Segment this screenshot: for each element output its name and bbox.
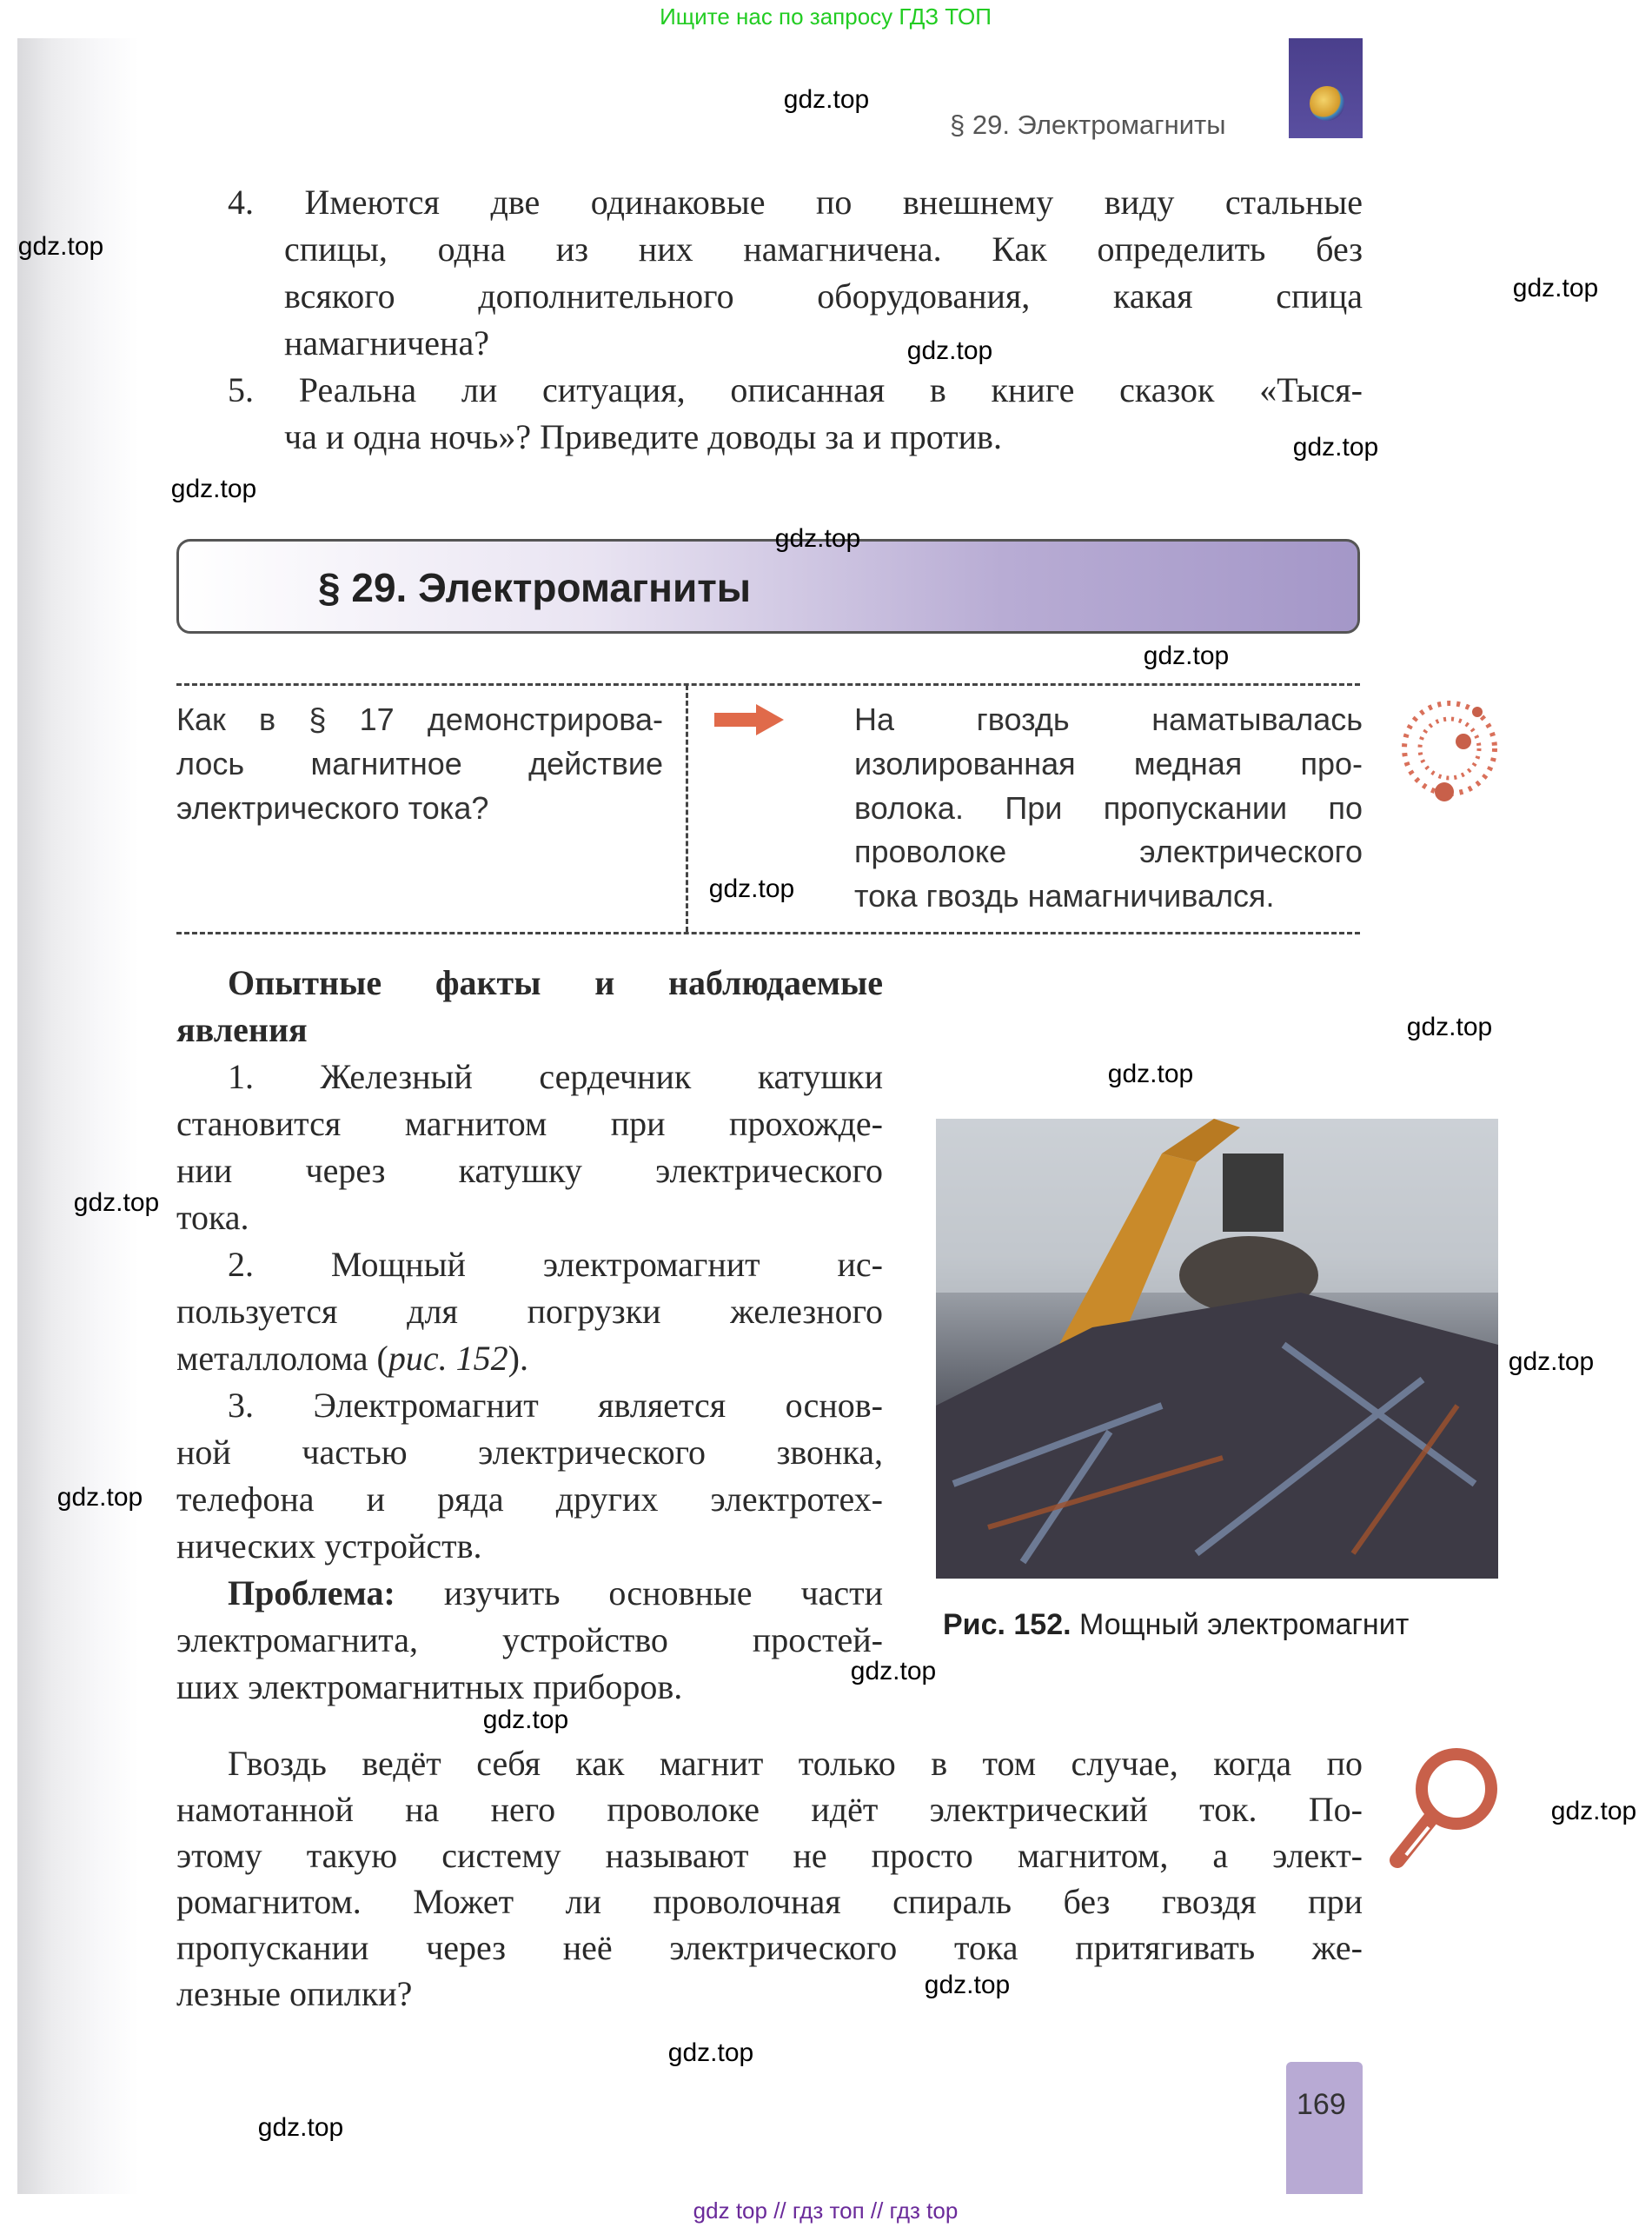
problem-label: Проблема: [228, 1573, 395, 1612]
watermark: gdz.top [1406, 1013, 1493, 1041]
text-line: На гвоздь наматывалась [854, 701, 1363, 737]
figure-152-photo [936, 1119, 1498, 1579]
watermark: gdz.top [1512, 274, 1599, 303]
watermark: gdz.top [1143, 642, 1230, 670]
text-line: становится магнитом при прохожде- [176, 1104, 883, 1143]
text-line: Гвоздь ведёт себя как магнит только в том случае, когда по [228, 1744, 1363, 1783]
text-line: ших электромагнитных приборов. [176, 1667, 683, 1706]
chapter-tab [1289, 38, 1363, 138]
chapter-logo-icon [1310, 86, 1344, 121]
text: ). [508, 1339, 528, 1378]
watermark: gdz.top [774, 524, 861, 553]
question-line: намагничена? [284, 323, 489, 362]
figure-reference: рис. 152 [388, 1339, 508, 1378]
watermark: gdz.top [1107, 1060, 1194, 1088]
paragraph [176, 1740, 1363, 2017]
text-line: изолированная медная про- [854, 745, 1363, 781]
watermark: gdz.top [1550, 1797, 1637, 1825]
text-line: проволоке электрического [854, 834, 1363, 870]
figure-label: Рис. 152. [943, 1608, 1071, 1641]
divider [176, 683, 1360, 686]
watermark: gdz.top [850, 1657, 937, 1685]
text-line: пользуется для погрузки железного [176, 1292, 883, 1331]
question-line: всякого дополнительного оборудования, какая спица [284, 276, 1363, 316]
question-line: ча и одна ночь»? Приведите доводы за и против. [284, 417, 1002, 456]
divider [686, 685, 688, 932]
text-line: намотанной на него проволоке идёт электрический ток. По- [176, 1790, 1363, 1829]
text-line: тока гвоздь намагничивался. [854, 878, 1275, 914]
top-watermark: Ищите нас по запросу ГДЗ ТОП [660, 3, 992, 30]
figure-caption [943, 1608, 1409, 1642]
watermark: gdz.top [73, 1188, 160, 1217]
arrow-right-icon [714, 704, 784, 735]
text: металлолома ( [176, 1339, 388, 1378]
section-title-box [176, 539, 1360, 634]
watermark: gdz.top [708, 874, 795, 903]
atom-recall-icon [1394, 691, 1505, 813]
magnifier-icon [1387, 1744, 1505, 1869]
watermark: gdz.top [56, 1483, 143, 1512]
watermark: gdz.top [906, 336, 993, 365]
watermark: gdz.top [1292, 433, 1379, 462]
text-line: пропускании через неё электрического тока притягивать же- [176, 1928, 1363, 1967]
question-line: 4. Имеются две одинаковые по внешнему виду стальные [228, 183, 1363, 222]
caption-text: Мощный электромагнит [1071, 1608, 1410, 1641]
watermark: gdz.top [482, 1705, 569, 1734]
page-number: 169 [1297, 2088, 1346, 2121]
text: изучить основные части [395, 1573, 883, 1612]
problem-line [176, 1570, 883, 1617]
watermark: gdz.top [783, 85, 870, 114]
text-line: лезные опилки? [176, 1974, 413, 2013]
text-line: 3. Электромагнит является основ- [228, 1386, 883, 1425]
text-line: этому такую систему называют не просто магнитом, а элект- [176, 1836, 1363, 1875]
text-line: 1. Железный сердечник катушки [228, 1057, 883, 1096]
text-line: лось магнитное действие [176, 745, 663, 781]
text-line: телефона и ряда других электротех- [176, 1479, 883, 1519]
watermark: gdz.top [257, 2113, 344, 2142]
text-line: тока. [176, 1198, 249, 1237]
text-line: нии через катушку электрического [176, 1151, 883, 1190]
bottom-watermark: gdz top // гдз топ // гдз top [693, 2197, 959, 2224]
watermark: gdz.top [1508, 1347, 1595, 1376]
text-line [176, 1335, 883, 1382]
text-line: нических устройств. [176, 1526, 482, 1566]
page-number-tab [1286, 2062, 1363, 2194]
section-title: § 29. Электромагниты [318, 565, 752, 610]
facts-heading: явления [176, 1010, 308, 1049]
text-line: 2. Мощный электромагнит ис- [228, 1245, 883, 1284]
text-line: волока. При пропускании по [854, 789, 1363, 826]
recall-question [176, 698, 663, 830]
question-line: 5. Реальна ли ситуация, описанная в книге сказок «Тыся- [228, 370, 1363, 409]
watermark: gdz.top [170, 475, 257, 503]
watermark: gdz.top [17, 232, 104, 261]
questions [176, 179, 1363, 461]
text-line: ной частью электрического звонка, [176, 1433, 883, 1472]
running-header: § 29. Электромагниты [950, 110, 1226, 140]
facts-heading: Опытные факты и наблюдаемые [228, 963, 883, 1002]
watermark: gdz.top [924, 1971, 1011, 1999]
watermark: gdz.top [667, 2038, 754, 2067]
text-line: электромагнита, устройство простей- [176, 1620, 883, 1659]
facts [176, 960, 883, 1711]
question-line: спицы, одна из них намагничена. Как определить без [284, 229, 1363, 269]
recall-answer [854, 698, 1363, 919]
divider [176, 932, 1360, 934]
text-line: ромагнитом. Может ли проволочная спираль без гвоздя при [176, 1882, 1363, 1921]
text-line: электрического тока? [176, 789, 489, 826]
text-line: Как в § 17 демонстрирова- [176, 701, 663, 737]
